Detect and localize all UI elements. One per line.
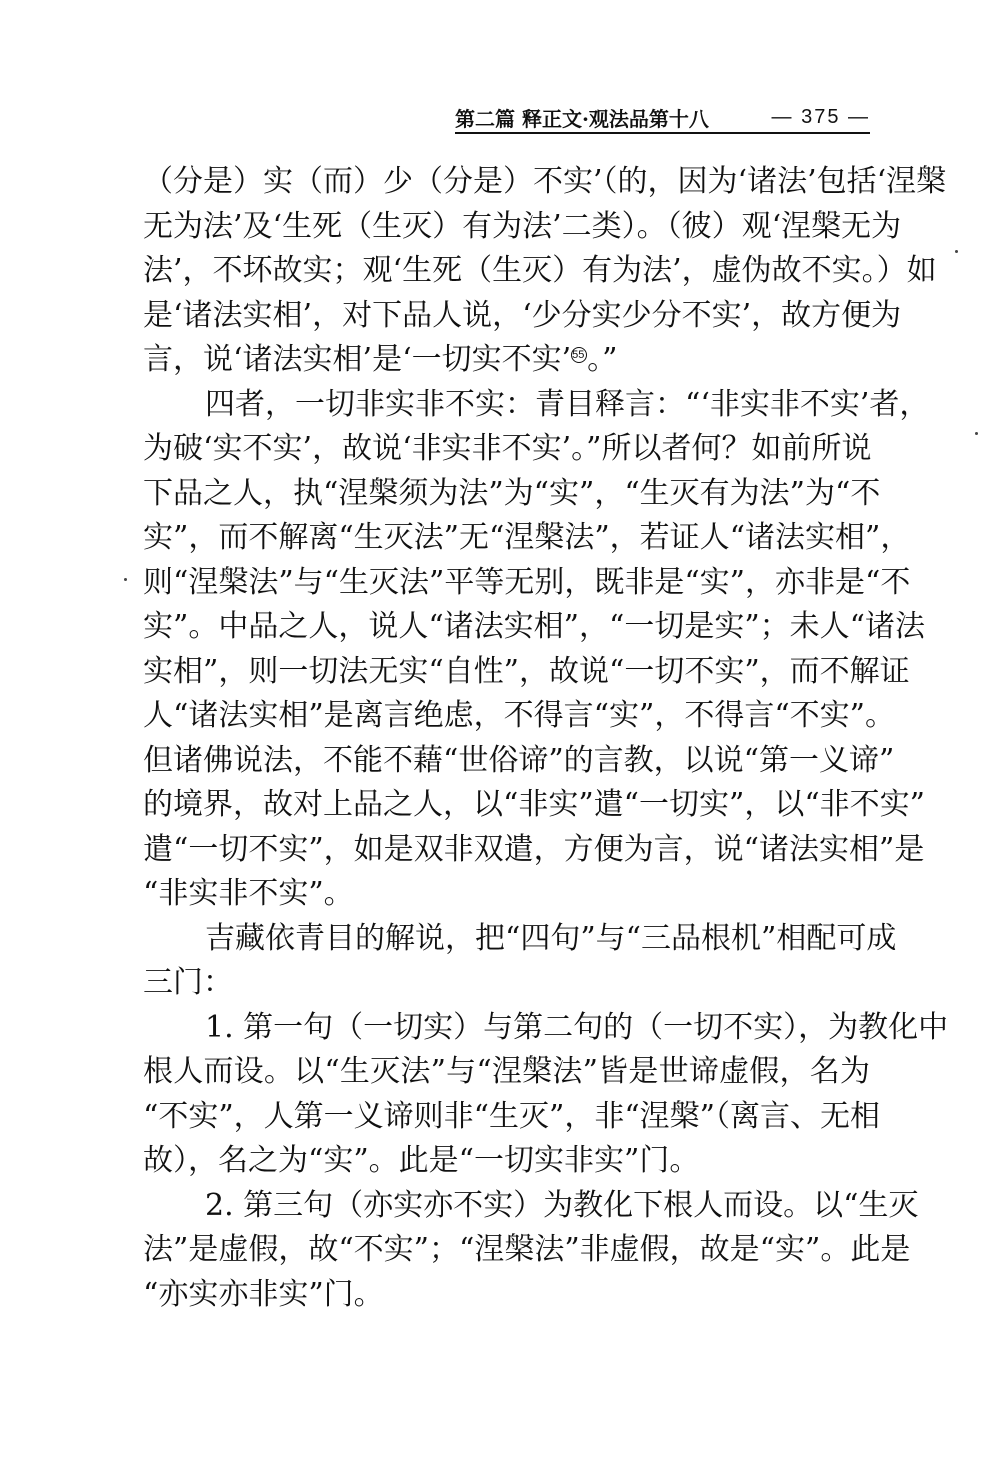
scan-speck xyxy=(124,578,127,581)
list-item-2 xyxy=(143,1184,919,1318)
text-line: 四者，一切非实非不实：青目释言：“‘非实非不实’者， xyxy=(205,386,930,422)
text-line: 言，说‘诸法实相’是‘一切实不实’ xyxy=(143,342,572,377)
paragraph-1 xyxy=(143,160,947,383)
text-line: 1. 第一句（一切实）与第二句的（一切不实），为教化中 xyxy=(205,1009,949,1045)
text-line: 遣“一切不实”，如是双非双遣，方便为言，说“诸法实相”是 xyxy=(143,831,925,867)
text-line: 人“诸法实相”是离言绝虑，不得言“实”，不得言“不实”。 xyxy=(143,698,896,733)
text-line: “不实”，人第一义谛则非“生灭”，非“涅槃”（离言、无相 xyxy=(143,1098,881,1134)
paragraph-2 xyxy=(143,383,930,917)
paragraph-3 xyxy=(143,917,897,1006)
text-line: 但诸佛说法，不能不藉“世俗谛”的言教，以说“第一义谛” xyxy=(143,742,895,778)
text-line: 无为法’及‘生死（生灭）有为法’二类）。（彼）观‘涅槃无为 xyxy=(143,208,902,244)
text-line: 实”。中品之人，说人“诸法实相”，“一切是实”；未人“诸法 xyxy=(143,609,926,644)
text-line: （分是）实（而）少（分是）不实’（的，因为‘诸法’包括‘涅槃 xyxy=(143,164,947,199)
header-title: 第二篇 释正文·观法品第十八 xyxy=(455,106,709,131)
scan-speck xyxy=(955,250,958,253)
text-line: 根人而设。以“生灭法”与“涅槃法”皆是世谛虚假，名为 xyxy=(143,1054,870,1089)
text-line-with-footnote xyxy=(143,338,870,383)
text-line: 为破‘实不实’，故说‘非实非不实’。”所以者何？如前所说 xyxy=(143,431,872,466)
scan-speck xyxy=(975,432,978,435)
running-header xyxy=(455,102,870,134)
text-line: “亦实亦非实”门。 xyxy=(143,1276,384,1312)
text-tail: 。” xyxy=(587,342,618,377)
text-line: 吉藏依青目的解说，把“四句”与“三品根机”相配可成 xyxy=(205,920,897,956)
text-line: 实”，而不解离“生灭法”无“涅槃法”，若证人“诸法实相”， xyxy=(143,520,911,555)
body-text xyxy=(143,160,949,1317)
text-line: 实相”，则一切法无实“自性”，故说“一切不实”，而不解证 xyxy=(143,653,910,689)
text-line: “非实非不实”。 xyxy=(143,876,354,911)
text-line: 是‘诸法实相’，对下品人说，‘少分实少分不实’，故方便为 xyxy=(143,297,902,333)
text-line: 则“涅槃法”与“生灭法”平等无别，既非是“实”，亦非是“不 xyxy=(143,564,911,600)
text-line: 法’，不坏故实；观‘生死（生灭）有为法’，虚伪故不实。）如 xyxy=(143,253,937,288)
list-item-1 xyxy=(143,1006,949,1184)
text-line: 故），名之为“实”。此是“一切实非实”门。 xyxy=(143,1143,700,1178)
text-line: 2. 第三句（亦实亦不实）为教化下根人而设。以“生灭 xyxy=(205,1187,919,1223)
text-line: 的境界，故对上品之人，以“非实”遣“一切实”，以“非不实” xyxy=(143,787,926,822)
text-line: 下品之人，执“涅槃须为法”为“实”，“生灭有为法”为“不 xyxy=(143,475,881,511)
footnote-marker[interactable]: 55 xyxy=(571,347,587,363)
text-line: 三门： xyxy=(143,965,233,1000)
text-line: 法”是虚假，故“不实”；“涅槃法”非虚假，故是“实”。此是 xyxy=(143,1232,911,1267)
page-number: — 375 — xyxy=(771,105,870,128)
